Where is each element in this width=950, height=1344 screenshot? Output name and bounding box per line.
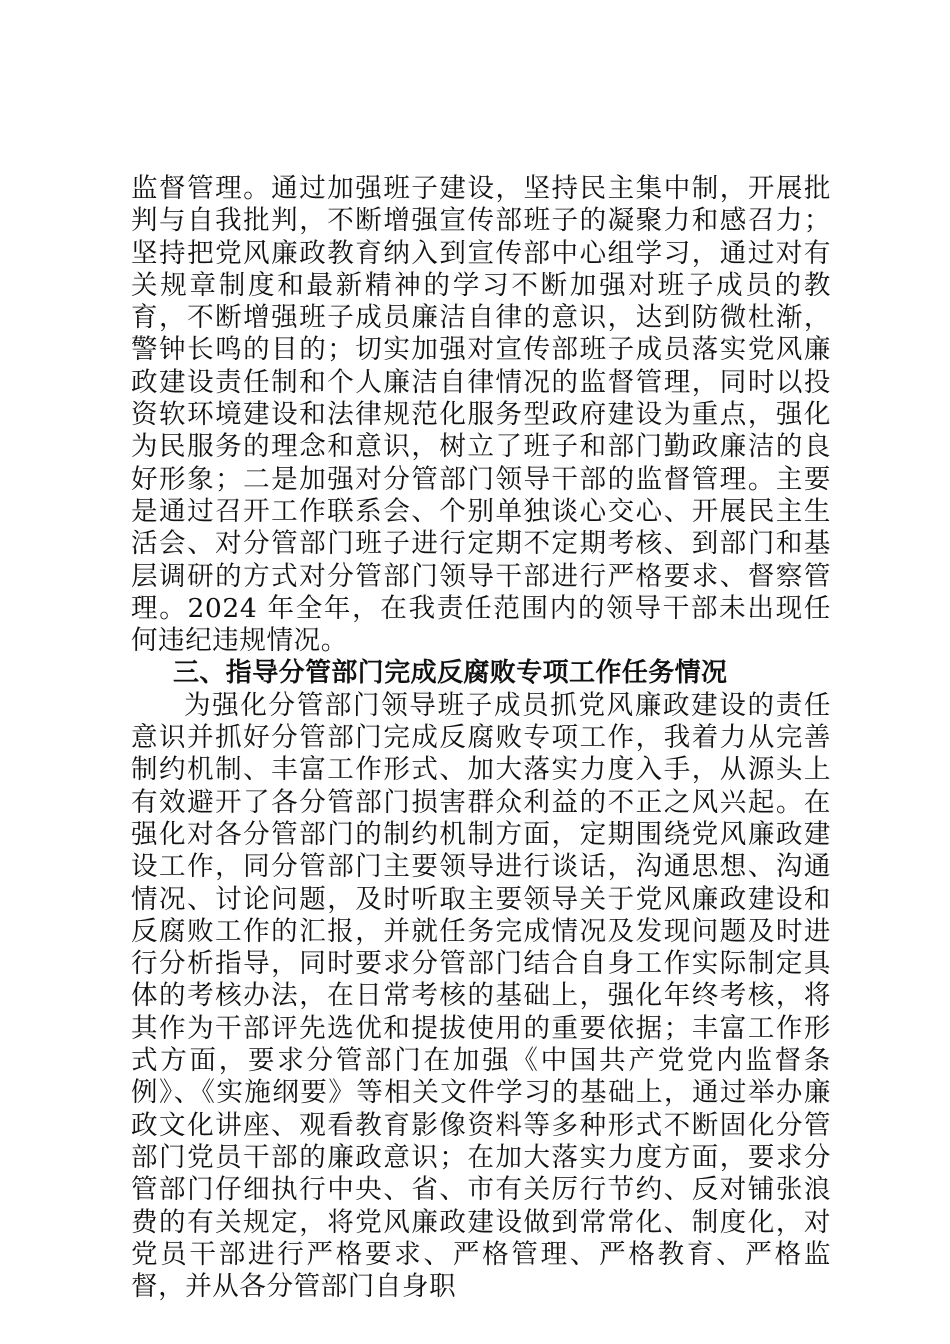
body-paragraph-section-3: 为强化分管部门领导班子成员抓党风廉政建设的责任意识并抓好分管部门完成反腐败专项工作，我着力从完善制约机制、丰富工作形式、加大落实力度入手，从源头上有效避开了各分管部门损害群众利益的不正之风兴起。在强化对各分管部门的制约机制方面，定期围绕党风廉政建设工作，同分管部门主要领导进行谈话，沟通思想、沟通情况、讨论问题，及时听取主要领导关于党风廉政建设和反腐败工作的汇报，并就任务完成情况及发现问题及时进行分析指导，同时要求分管部门结合自身工作实际制定具体的考核办法，在日常考核的基础上，强化年终考核，将其作为干部评先选优和提拔使用的重要依据；丰富工作形式方面，要求分管部门在加强《中国共产党党内监督条例》、《实施纲要》等相关文件学习的基础上，通过举办廉政文化讲座、观看教育影像资料等多种形式不断固化分管部门党员干部的廉政意识；在加大落实力度方面，要求分管部门仔细执行中央、省、市有关厉行节约、反对铺张浪费的有关规定，将党风廉政建设做到常常化、制度化，对党员干部进行严格要求、严格管理、严格教育、严格监督，并从各分管部门自身职: [131, 689, 831, 1303]
document-body: [131, 173, 831, 1303]
section-heading-3: 三、指导分管部门完成反腐败专项工作任务情况: [173, 658, 728, 689]
body-paragraph-continued: 监督管理。通过加强班子建设，坚持民主集中制，开展批判与自我批判，不断增强宣传部班子的凝聚力和感召力；坚持把党风廉政教育纳入到宣传部中心组学习，通过对有关规章制度和最新精神的学习不断加强对班子成员的教育，不断增强班子成员廉洁自律的意识，达到防微杜渐，警钟长鸣的目的；切实加强对宣传部班子成员落实党风廉政建设责任制和个人廉洁自律情况的监督管理，同时以投资软环境建设和法律规范化服务型政府建设为重点，强化为民服务的理念和意识，树立了班子和部门勤政廉洁的良好形象；二是加强对分管部门领导干部的监督管理。主要是通过召开工作联系会、个别单独谈心交心、开展民主生活会、对分管部门班子进行定期不定期考核、到部门和基层调研的方式对分管部门领导干部进行严格要求、督察管理。2024 年全年，在我责任范围内的领导干部未出现任何违纪违规情况。: [131, 173, 831, 657]
